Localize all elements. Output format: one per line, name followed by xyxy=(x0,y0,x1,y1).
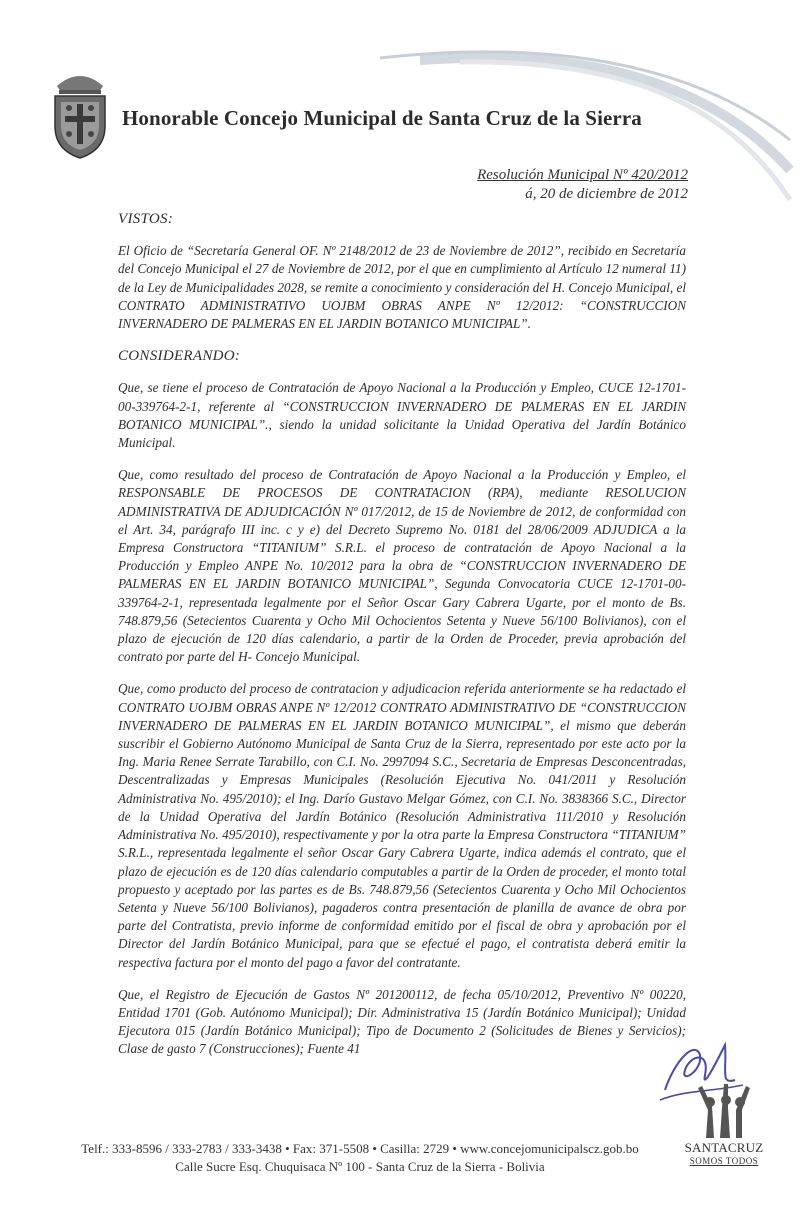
resolution-date: á, 20 de diciembre de 2012 xyxy=(525,186,688,202)
document-body xyxy=(118,210,686,1073)
considerando-heading: CONSIDERANDO: xyxy=(118,348,241,365)
resolution-number: Resolución Municipal Nº 420/2012 xyxy=(477,167,688,183)
coat-of-arms-icon xyxy=(47,64,113,160)
santa-cruz-logo xyxy=(684,1080,764,1176)
people-figures-icon xyxy=(684,1080,764,1140)
footer-address-line: Calle Sucre Esq. Chuquisaca Nº 100 - Santa Cruz de la Sierra - Bolivia xyxy=(175,1159,545,1174)
organization-title: Honorable Concejo Municipal de Santa Cruz de la Sierra xyxy=(122,106,642,130)
considerando-paragraph: Que, como producto del proceso de contratacion y adjudicacion referida anteriormente se ha redactado el CONTRATO UOJBM OBRAS ANPE Nº 12/2012 CONTRATO ADMINISTRATIVO DE “CONSTRUCCION INVERNADERO DE PALMERAS EN EL JARDIN BOTANICO MUNICIPAL”, el mismo que deberán suscribir el Gobierno Autónomo Municipal de Santa Cruz de la Sierra, representado por este acto por la Ing. Maria Renee Serrate Tarabillo, con C.I. No. 2997094 S.C., Secretaria de Empresas Desconcentradas, Descentralizadas y Empresas Municipales (Resolución Ejecutiva No. 041/2011 y Resolución Administrativa No. 495/2010); el Ing. Darío Gustavo Melgar Gómez, con C.I. No. 3838366 S.C., Director de la Unidad Operativa del Jardín Botánico (Resolución Administrativa 111/2010 y Resolución Administrativa No. 495/2010), respectivamente y por la otra parte la Empresa Constructora “TITANIUM” S.R.L., representada legalmente el señor Oscar Gary Cabrera Ugarte, indica además el contrato, que el plazo de ejecución es de 120 días calendario computables a partir de la Orden de proceder, el monto total propuesto y aceptado por las partes es de Bs. 748.879,56 (Setecientos Cuarenta y Ocho Mil Ochocientos Setenta y Nueve 56/100 Bolivianos), pagaderos contra presentación de planilla de avance de obra por parte del Contratista, previo informe de conformidad emitido por el fiscal de obra y aprobación por el Director del Jardín Botánico Municipal, para que se efectué el pago, el contratista deberá emitir la respectiva factura por el monto del pago a favor del contratante. xyxy=(118,681,686,970)
considerando-paragraph: Que, se tiene el proceso de Contratación de Apoyo Nacional a la Producción y Empleo, CUCE 12-1701-00-339764-2-1, referente al “CONSTRUCCION INVERNADERO DE PALMERAS EN EL JARDIN BOTANICO MUNICIPAL”., siendo la unidad solicitante la Unidad Operativa del Jardín Botánico Municipal. xyxy=(118,380,686,451)
considerando-paragraph: Que, el Registro de Ejecución de Gastos Nº 201200112, de fecha 05/10/2012, Preventivo Nº 00220, Entidad 1701 (Gob. Autónomo Municipal); Dir. Administrativa 15 (Jardín Botánico Municipal); Unidad Ejecutora 015 (Jardín Botánico Municipal); Tipo de Documento 2 (Solicitudes de Bienes y Servicios); Clase de gasto 7 (Construcciones); Fuente 41 xyxy=(118,986,686,1057)
logo-brand-text: SANTACRUZ xyxy=(684,1140,764,1155)
resolution-block xyxy=(477,166,688,204)
considerando-paragraph: Que, como resultado del proceso de Contratación de Apoyo Nacional a la Producción y Empleo, el RESPONSABLE DE PROCESOS DE CONTRATACION (RPA), mediante RESOLUCION ADMINISTRATIVA DE ADJUDICACIÓN Nº 017/2012, de 15 de Noviembre de 2012, de conformidad con el Art. 34, parágrafo III inc. c y e) del Decreto Supremo No. 0181 del 28/06/2009 ADJUDICA a la Empresa Constructora “TITANIUM” S.R.L. el proceso de contratación de Apoyo Nacional a la Producción y Empleo ANPE No. 10/2012 para la obra de “CONSTRUCCION INVERNADERO DE PALMERAS EN EL JARDIN BOTANICO MUNICIPAL”, Segunda Convocatoria CUCE 12-1701-00-339764-2-1, representada legalmente por el Señor Oscar Gary Cabrera Ugarte, por el monto de Bs. 748.879,56 (Setecientos Cuarenta y Ocho Mil Ochocientos Setenta y Nueve 56/100 Bolivianos), con el plazo de ejecución de 120 días calendario, a partir de la Orden de Proceder, previa aprobación del contrato por parte del H- Concejo Municipal. xyxy=(118,467,686,665)
vistos-paragraph: El Oficio de “Secretaría General OF. Nº 2148/2012 de 23 de Noviembre de 2012”, recibido en Secretaría del Concejo Municipal el 27 de Noviembre de 2012, por el que en cumplimiento al Artículo 12 numeral 11) de la Ley de Municipalidades 2028, se remite a conocimiento y consideración del H. Concejo Municipal, el CONTRATO ADMINISTRATIVO UOJBM OBRAS ANPE Nº 12/2012: “CONSTRUCCION INVERNADERO DE PALMERAS EN EL JARDIN BOTANICO MUNICIPAL”. xyxy=(118,243,686,332)
footer-contact-line: Telf.: 333-8596 / 333-2783 / 333-3438 • Fax: 371-5508 • Casilla: 2729 • www.concejomunicipalscz.gob.bo xyxy=(81,1141,639,1156)
vistos-heading: VISTOS: xyxy=(118,211,174,227)
logo-slogan-text: SOMOS TODOS xyxy=(689,1156,759,1166)
footer-contact xyxy=(40,1140,680,1176)
